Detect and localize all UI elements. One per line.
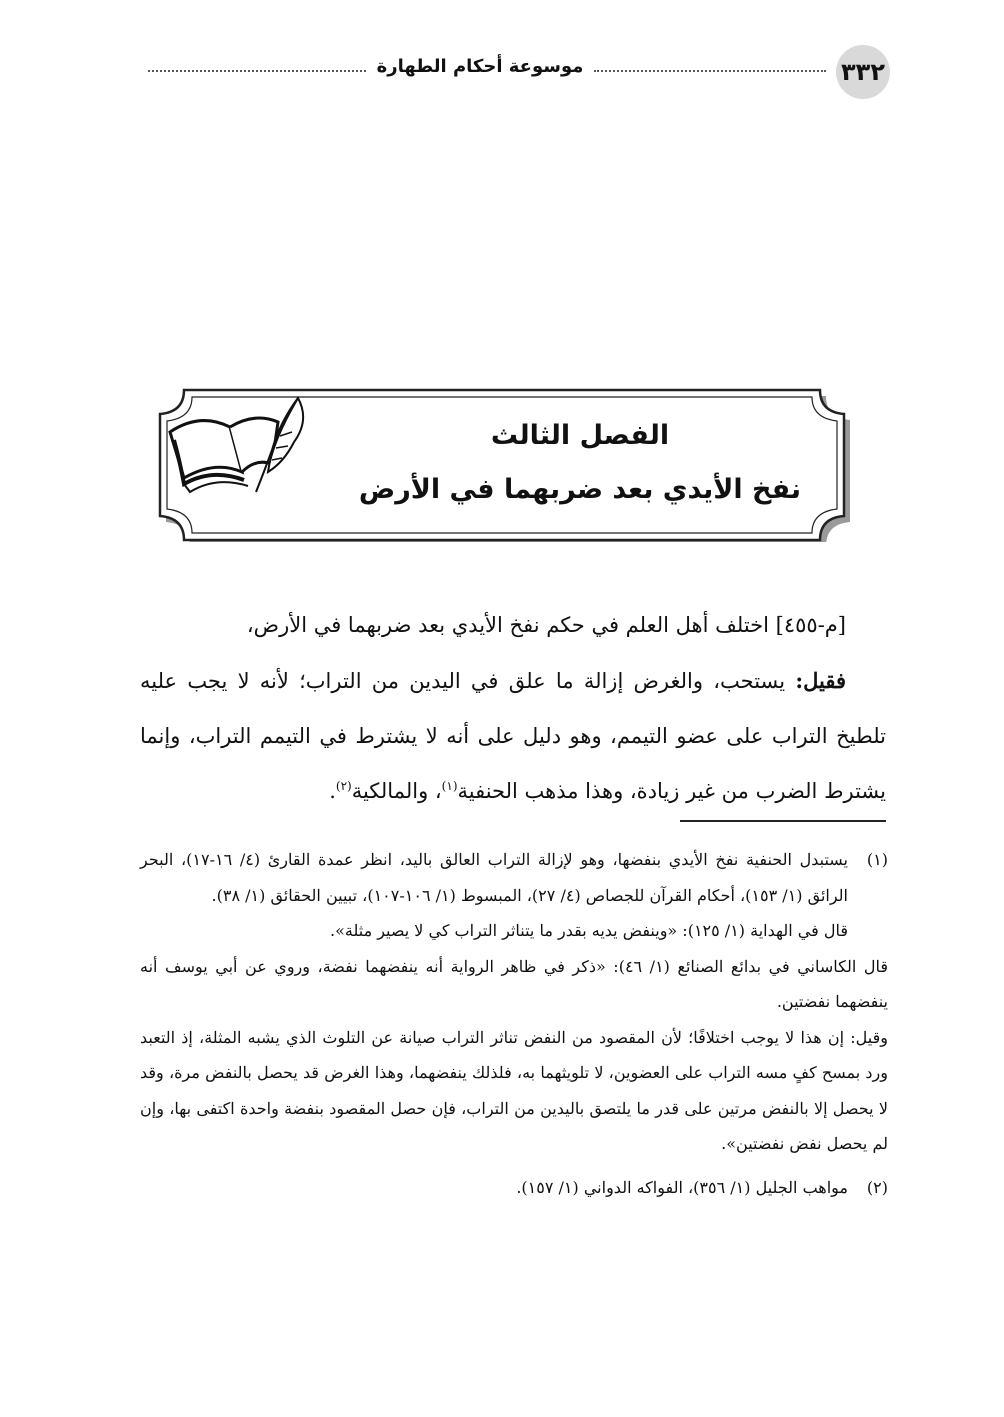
footnote-ref-1[interactable]: (١) (441, 779, 458, 793)
footnotes (140, 842, 888, 1205)
footnote-separator (680, 820, 886, 822)
paragraph-1: [م-٤٥٥] اختلف أهل العلم في حكم نفخ الأيدي بعد ضربهما في الأرض، (246, 613, 846, 637)
paragraph-2-text: يستحب، والغرض إزالة ما علق في اليدين من التراب؛ لأنه لا يجب عليه تلطيخ التراب على عضو التيمم، وهو دليل على أنه لا يشترط في التيمم التراب، وإنما يشترط الضرب من غير زيادة، وهذا مذهب الحنفية (140, 669, 886, 803)
paragraph-2 (140, 653, 886, 819)
header-dotted-leader-left (148, 70, 366, 72)
chapter-title: نفخ الأيدي بعد ضربهما في الأرض (358, 474, 802, 505)
header-dotted-leader-right (594, 70, 826, 72)
book-quill-icon (160, 392, 310, 502)
footnote-2-number: (٢) (866, 1177, 888, 1197)
page-number-badge (836, 45, 890, 99)
paragraph-2-mid: ، والمالكية (351, 779, 442, 803)
footnote-1-text: يستبدل الحنفية نفخ الأيدي بنفضها، وهو لإزالة التراب العالق باليد، انظر عمدة القارئ (٤/ ١٦-١٧)، البحر الرائق (١/ ١٥٣)، أحكام القرآن للجصاص (٤/ ٢٧)، المبسوط (١/ ١٠٦-١٠٧)، تبيين الحقائق (١/ ٣٨). (140, 850, 848, 905)
chapter-heading (320, 400, 840, 530)
footnote-2-text: مواهب الجليل (١/ ٣٥٦)، الفواكه الدواني (١/ ١٥٧). (516, 1177, 848, 1197)
footnote-1-number: (١) (866, 850, 888, 869)
footnote-1-quote-hidaya: قال في الهداية (١/ ١٢٥): «وينفض يديه بقدر ما يتناثر التراب كي لا يصير مثلة». (329, 921, 848, 940)
footnote-1-quote-kasani: قال الكاساني في بدائع الصنائع (١/ ٤٦): «ذكر في ظاهر الرواية أنه ينفضهما نفضة، وروي عن أبي يوسف أنه ينفضهما نفضتين. (140, 956, 888, 1011)
footnote-1 (140, 842, 888, 913)
footnote-1-quote-qil: وقيل: إن هذا لا يوجب اختلافًا؛ لأن المقصود من النفض تناثر التراب صيانة عن التلوث الذي يشبه المثلة، إذ التعبد ورد بمسح كفٍ مسه التراب على العضوين، لا تلويثهما به، فلذلك ينفضهما، وهذا الغرض قد يحصل بالنفض مرة، وقد لا يحصل إلا بالنفض مرتين على قدر ما يلتصق باليدين من التراب، فإن حصل المقصود بنفضة واحدة اكتفى بها، وإن لم يحصل نفض نفضتين». (140, 1027, 888, 1153)
body-text (140, 598, 886, 819)
chapter-label: الفصل الثالث (490, 420, 670, 451)
running-header-title: موسوعة أحكام الطهارة (376, 56, 584, 77)
page-number: ٣٣٢ (841, 58, 885, 86)
paragraph-2-lead: فقيل: (795, 668, 846, 693)
paragraph-2-end: . (329, 779, 336, 803)
footnote-ref-2[interactable]: (٢) (335, 779, 352, 793)
footnote-2 (140, 1170, 888, 1206)
